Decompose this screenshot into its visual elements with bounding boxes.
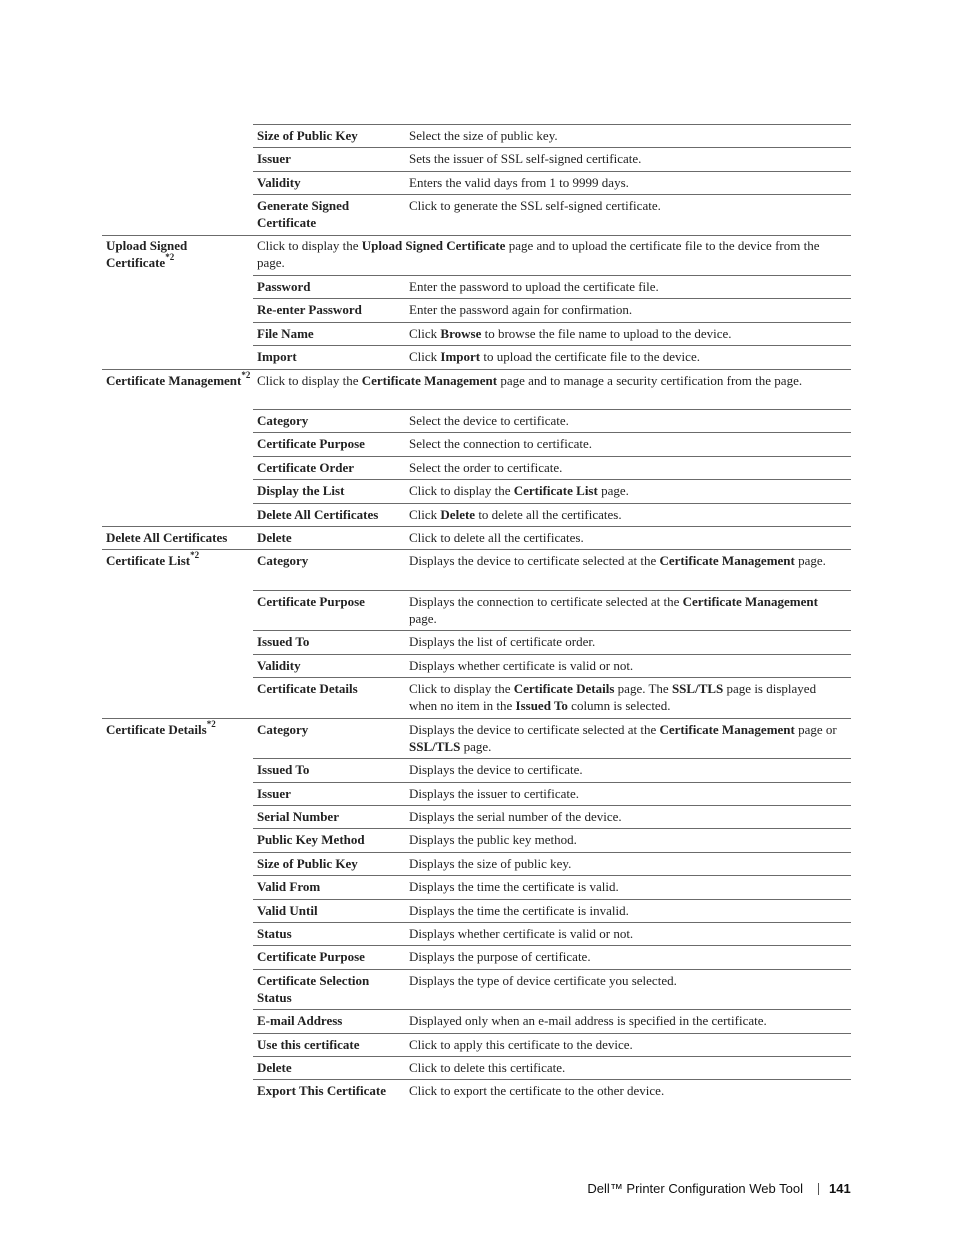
setting-description: Displays the device to certificate selected at the Certificate Management page. (409, 553, 826, 568)
section-label-text: Certificate Details (106, 722, 207, 737)
footnote-marker: *2 (190, 549, 200, 560)
setting-description: Enter the password again for confirmation. (409, 302, 633, 317)
table-rule (253, 969, 851, 970)
setting-description: Click to generate the SSL self-signed certificate. (409, 198, 661, 213)
table-rule (253, 758, 851, 759)
setting-name: Issuer (257, 786, 291, 801)
setting-name: Issued To (257, 634, 310, 649)
setting-description: Enters the valid days from 1 to 9999 days. (409, 175, 629, 190)
page-number: 141 (829, 1181, 851, 1196)
setting-description: Displays the time the certificate is invalid. (409, 903, 629, 918)
table-rule (253, 432, 851, 433)
setting-description: Click Browse to browse the file name to upload to the device. (409, 326, 732, 341)
table-rule (253, 298, 851, 299)
setting-name: Certificate Purpose (257, 949, 365, 964)
setting-name: Certificate Order (257, 460, 355, 475)
setting-name: Use this certificate (257, 1037, 360, 1052)
setting-name: Validity (257, 658, 301, 673)
page-footer (0, 1181, 954, 1199)
table-rule (253, 1009, 851, 1010)
setting-description: Displays the list of certificate order. (409, 634, 596, 649)
table-rule (102, 549, 851, 550)
table-rule (253, 945, 851, 946)
setting-description: Displays the device to certificate selected at the Certificate Management page or SSL/TLS page. (409, 722, 837, 754)
setting-name: Size of Public Key (257, 128, 358, 143)
setting-name: Password (257, 279, 311, 294)
table-rule (102, 369, 851, 370)
setting-name: Category (257, 553, 309, 568)
table-rule (253, 409, 851, 410)
setting-name: Category (257, 413, 309, 428)
setting-description: Displays the type of device certificate you selected. (409, 973, 677, 988)
setting-description: Select the size of public key. (409, 128, 558, 143)
setting-description: Select the connection to certificate. (409, 436, 592, 451)
table-rule (253, 194, 851, 195)
table-rule (253, 456, 851, 457)
setting-description: Displays the time the certificate is valid. (409, 879, 619, 894)
table-rule (253, 171, 851, 172)
setting-description: Click to display the Certificate Details page. The SSL/TLS page is displayed when no item in the Issued To column is selected. (409, 681, 817, 713)
setting-name: Category (257, 722, 309, 737)
table-rule (253, 828, 851, 829)
table-rule (253, 1079, 851, 1080)
setting-name: Certificate Purpose (257, 594, 365, 609)
setting-name: Valid From (257, 879, 321, 894)
setting-description: Displays whether certificate is valid or not. (409, 658, 634, 673)
setting-name: Certificate Purpose (257, 436, 365, 451)
section-label-text: Certificate Management (106, 373, 242, 388)
setting-description: Displays the device to certificate. (409, 762, 583, 777)
table-rule (253, 503, 851, 504)
section-description: Click to display the Certificate Management page and to manage a security certification from the page. (257, 373, 803, 388)
table-rule (253, 654, 851, 655)
section-label (106, 718, 252, 738)
setting-name: Export This Certificate (257, 1083, 387, 1098)
setting-name: File Name (257, 326, 314, 341)
section-label (106, 369, 252, 389)
setting-name: Re-enter Password (257, 302, 362, 317)
setting-name: Import (257, 349, 297, 364)
setting-description: Displays the serial number of the device. (409, 809, 622, 824)
table-rule (253, 899, 851, 900)
setting-description: Click to apply this certificate to the device. (409, 1037, 633, 1052)
setting-description: Click to delete all the certificates. (409, 530, 584, 545)
setting-name: Certificate Details (257, 681, 358, 696)
setting-description: Click Delete to delete all the certificates. (409, 507, 622, 522)
setting-name: E-mail Address (257, 1013, 343, 1028)
setting-name: Delete All Certificates (257, 507, 379, 522)
setting-description: Select the device to certificate. (409, 413, 569, 428)
section-label: Delete All Certificates (106, 530, 228, 545)
footnote-marker: *2 (241, 369, 251, 380)
setting-description: Displays the connection to certificate selected at the Certificate Management page. (409, 594, 818, 626)
table-rule (253, 147, 851, 148)
setting-description: Displays whether certificate is valid or not. (409, 926, 634, 941)
setting-description: Enter the password to upload the certificate file. (409, 279, 659, 294)
table-rule (253, 875, 851, 876)
setting-description: Displays the purpose of certificate. (409, 949, 591, 964)
setting-description: Displays the size of public key. (409, 856, 572, 871)
table-rule (253, 805, 851, 806)
setting-name: Validity (257, 175, 301, 190)
setting-name: Valid Until (257, 903, 318, 918)
table-rule (253, 590, 851, 591)
setting-name: Public Key Method (257, 832, 365, 847)
setting-description: Click Import to upload the certificate file to the device. (409, 349, 700, 364)
setting-description: Sets the issuer of SSL self-signed certificate. (409, 151, 642, 166)
table-rule (253, 677, 851, 678)
table-rule (253, 275, 851, 276)
setting-name: Certificate Selection Status (257, 973, 370, 1005)
setting-name: Delete (257, 530, 292, 545)
footer-title: Dell™ Printer Configuration Web Tool (587, 1181, 803, 1196)
section-label (106, 549, 252, 569)
setting-description: Click to display the Certificate List page. (409, 483, 629, 498)
table-rule (253, 782, 851, 783)
table-rule (253, 630, 851, 631)
table-rule (253, 124, 851, 125)
setting-description: Select the order to certificate. (409, 460, 563, 475)
footnote-marker: *2 (206, 718, 216, 729)
setting-name: Status (257, 926, 292, 941)
setting-name: Delete (257, 1060, 292, 1075)
footnote-marker: *2 (165, 251, 175, 262)
setting-name: Issued To (257, 762, 310, 777)
table-rule (102, 235, 851, 236)
table-rule (253, 1033, 851, 1034)
table-rule (253, 479, 851, 480)
table-rule (102, 526, 851, 527)
table-rule (253, 922, 851, 923)
footer-divider (818, 1183, 819, 1195)
setting-name: Size of Public Key (257, 856, 358, 871)
section-description: Click to display the Upload Signed Certificate page and to upload the certificate file to the device from the page. (257, 238, 820, 270)
table-rule (253, 852, 851, 853)
section-label-text: Upload Signed Certificate (106, 238, 188, 270)
setting-description: Displays the issuer to certificate. (409, 786, 580, 801)
setting-description: Displays the public key method. (409, 832, 577, 847)
table-rule (253, 345, 851, 346)
setting-name: Generate Signed Certificate (257, 198, 350, 230)
table-rule (253, 1056, 851, 1057)
setting-name: Issuer (257, 151, 291, 166)
setting-description: Displayed only when an e-mail address is specified in the certificate. (409, 1013, 767, 1028)
setting-name: Display the List (257, 483, 345, 498)
section-label (106, 237, 252, 271)
setting-description: Click to delete this certificate. (409, 1060, 566, 1075)
setting-name: Serial Number (257, 809, 339, 824)
section-label-text: Certificate List (106, 553, 191, 568)
table-rule (253, 322, 851, 323)
setting-description: Click to export the certificate to the other device. (409, 1083, 665, 1098)
